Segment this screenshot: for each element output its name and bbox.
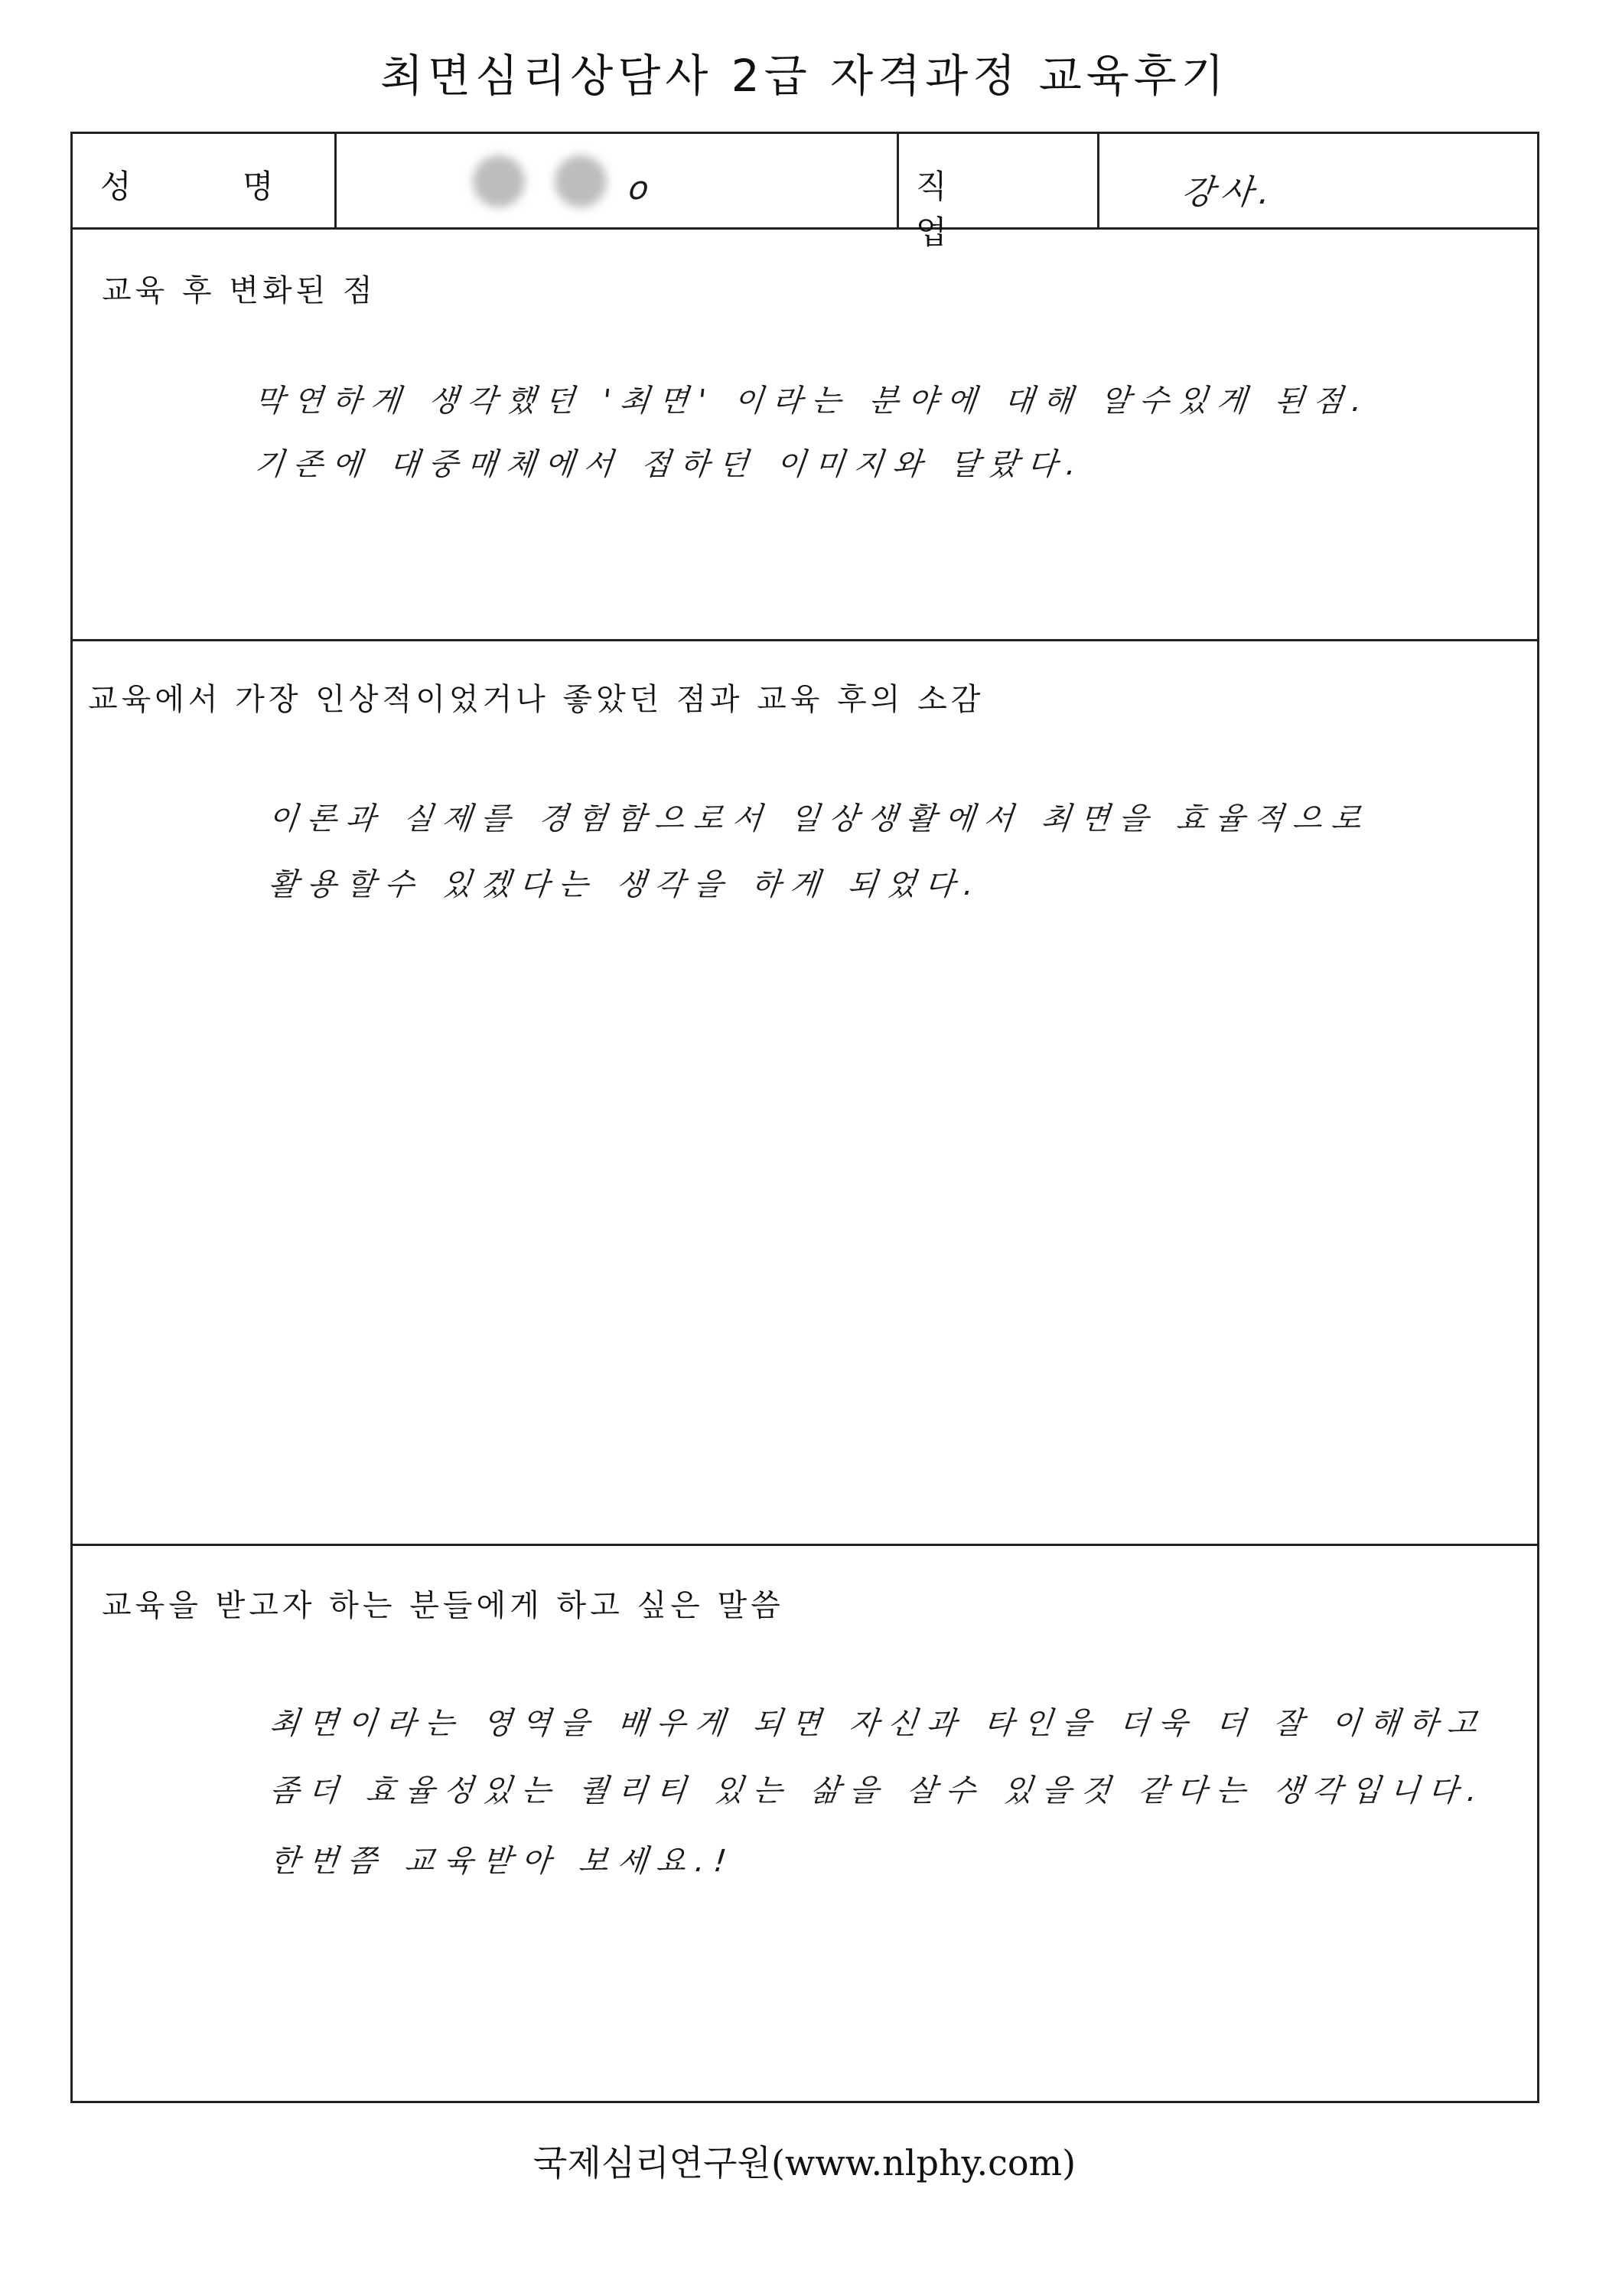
name-label: 성 명 [100,168,324,205]
redacted-name-blur [555,155,607,207]
section-title: 교육을 받고자 하는 분들에게 하고 싶은 말씀 [102,1588,784,1623]
review-form [70,132,1539,2103]
job-value: 강사. [1179,173,1278,212]
handwritten-line: 막연하게 생각했던 '최면' 이라는 분야에 대해 알수있게 된점. [252,383,1373,419]
job-label: 직 업 [916,168,998,251]
name-label-cell [73,134,337,227]
handwritten-line: 이론과 실제를 경험함으로서 일상생활에서 최면을 효율적으로 [266,801,1373,837]
section-title: 교육 후 변화된 점 [102,273,376,308]
footer-organization: 국제심리연구원(www.nlphy.com) [533,2142,1076,2183]
handwritten-line: 좀더 효율성있는 퀄리티 있는 삶을 살수 있을것 같다는 생각입니다. [268,1773,1488,1808]
page-title: 최면심리상담사 2급 자격과정 교육후기 [380,50,1229,102]
name-value: o [627,169,651,207]
section-advice [73,1546,1537,2103]
header-row [73,134,1537,251]
section-title: 교육에서 가장 인상적이었거나 좋았던 점과 교육 후의 소감 [88,682,985,717]
job-value-cell [1099,134,1537,227]
name-value-cell [337,134,899,227]
handwritten-line: 한번쯤 교육받아 보세요.! [268,1844,738,1879]
redacted-name-blur [473,155,525,207]
section-changes [73,230,1537,641]
handwritten-line: 최면이라는 영역을 배우게 되면 자신과 타인을 더욱 더 잘 이해하고 [268,1706,1488,1741]
handwritten-line: 기존에 대중매체에서 접하던 이미지와 달랐다. [252,447,1087,482]
handwritten-line: 활용할수 있겠다는 생각을 하게 되었다. [266,867,985,902]
job-label-cell [899,134,1099,251]
section-impressions [73,641,1537,1546]
